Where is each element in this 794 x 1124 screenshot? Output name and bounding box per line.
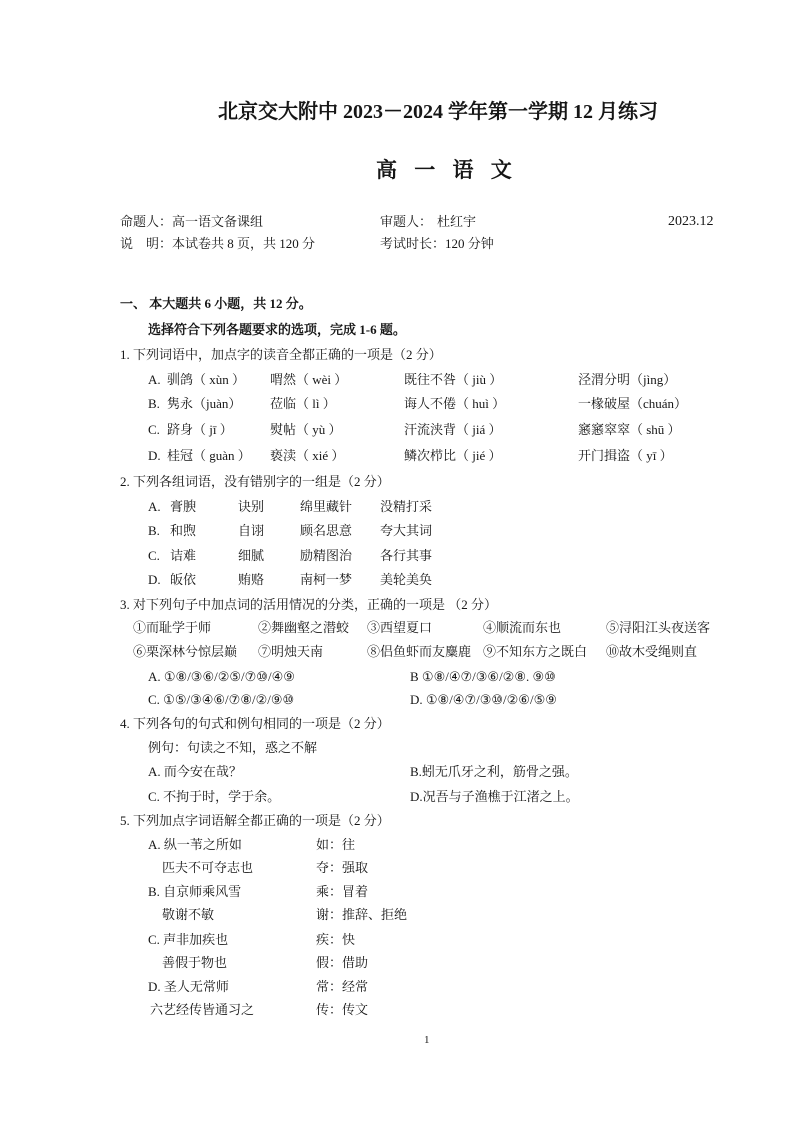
q5-gloss: 假：借助 — [316, 955, 369, 970]
subject-title: 高 一 语 文 — [376, 158, 518, 182]
reviewer-name: 杜红宇 — [437, 214, 477, 229]
word-item: 没精打采 — [380, 499, 433, 514]
q5-sentence: 匹夫不可夺志也 — [162, 860, 254, 875]
q5-gloss: 如：往 — [316, 837, 356, 852]
word-item: 亵渎（ xié ） — [270, 448, 345, 463]
option-label: A. — [148, 499, 161, 514]
q5-option-d-line-1 — [0, 979, 794, 995]
setter: 命题人：高一语文备课组 — [120, 214, 264, 229]
q5-sentence: 敬谢不敏 — [162, 907, 215, 922]
q5-stem: 5. 下列加点字词语解全都正确的一项是（2 分） — [120, 813, 390, 828]
word-item: 一椽破屋（chuán） — [578, 396, 688, 411]
exam-duration: 考试时长：120 分钟 — [380, 236, 494, 251]
word-item: 驯鸽（ xùn ） — [167, 372, 246, 387]
word-item: 膏腴 — [170, 499, 197, 514]
option-label: D. — [148, 448, 161, 463]
q5-option-b-line-1 — [0, 884, 794, 900]
word-item: 诲人不倦（ huì ） — [404, 396, 506, 411]
word-item: 美轮美奂 — [380, 572, 433, 587]
word-item: 隽永（juàn） — [167, 396, 242, 411]
sentence-item: ⑩故木受绳则直 — [606, 644, 698, 659]
q5-option-c-line-2 — [0, 955, 794, 971]
option-label: B. — [148, 523, 160, 538]
option-label: C. — [148, 548, 160, 563]
q5-sentence: C. 声非加疾也 — [148, 932, 229, 947]
word-item: 喟然（ wèi ） — [270, 372, 348, 387]
sentence-item: ⑥栗深林兮惊层巅 — [133, 644, 238, 659]
word-item: 励精图治 — [300, 548, 353, 563]
q5-option-c-line-1 — [0, 932, 794, 948]
section-instruction: 选择符合下列各题要求的选项，完成 1-6 题。 — [148, 322, 406, 337]
word-item: 熨帖（ yù ） — [270, 422, 342, 437]
word-item: 绵里藏针 — [300, 499, 353, 514]
q5-option-b-line-2 — [0, 907, 794, 923]
word-item: 鳞次栉比（ jié ） — [404, 448, 502, 463]
option-label: A. — [148, 372, 161, 387]
q3-stem: 3. 对下列句子中加点词的活用情况的分类，正确的一项是 （2 分） — [120, 597, 498, 612]
q5-sentence: 六艺经传皆通习之 — [150, 1002, 255, 1017]
q1-option-c — [0, 422, 794, 438]
q5-option-a-line-1 — [0, 837, 794, 853]
word-item: 跻身（ jī ） — [167, 422, 233, 437]
q2-stem: 2. 下列各组词语，没有错别字的一组是（2 分） — [120, 474, 390, 489]
q1-option-a — [0, 372, 794, 388]
word-item: 泾渭分明（jìng） — [578, 372, 677, 387]
sentence-item: ⑧侣鱼虾而友麋鹿 — [367, 644, 472, 659]
word-item: 南柯一梦 — [300, 572, 353, 587]
q4-options-row-1 — [0, 764, 794, 780]
word-item: 顾名思意 — [300, 523, 353, 538]
q1-stem: 1. 下列词语中，加点字的读音全都正确的一项是（2 分） — [120, 347, 442, 362]
word-item: 诘难 — [170, 548, 197, 563]
q5-option-d-line-2 — [0, 1002, 794, 1018]
meta-row-notes — [0, 236, 794, 252]
reviewer-label: 审题人： — [380, 214, 433, 229]
q5-sentence: D. 圣人无常师 — [148, 979, 229, 994]
q5-sentence: 善假于物也 — [162, 955, 228, 970]
sentence-item: ①而耻学于师 — [133, 620, 212, 635]
q3-options-row-1 — [0, 669, 794, 685]
q4-stem: 4. 下列各句的句式和例句相同的一项是（2 分） — [120, 716, 390, 731]
q4-option-a: A. 而今安在哉？ — [148, 764, 242, 779]
q4-options-row-2 — [0, 789, 794, 805]
option-label: B. — [148, 396, 160, 411]
q5-sentence: A. 纵一苇之所如 — [148, 837, 242, 852]
q5-gloss: 常：经常 — [316, 979, 369, 994]
exam-note: 说 明：本试卷共 8 页，共 120 分 — [120, 236, 316, 251]
word-item: 皈依 — [170, 572, 197, 587]
word-item: 和煦 — [170, 523, 197, 538]
sentence-item: ④顺流而东也 — [483, 620, 562, 635]
q4-option-d: D.况吾与子渔樵于江渚之上。 — [410, 789, 579, 804]
exam-date: 2023.12 — [668, 214, 714, 229]
sentence-item: ②舞幽壑之潜蛟 — [258, 620, 350, 635]
q5-option-a-line-2 — [0, 860, 794, 876]
sentence-item: ③西望夏口 — [367, 620, 433, 635]
q3-sentences-row-1 — [0, 620, 794, 636]
word-item: 既往不咎（ jiù ） — [404, 372, 503, 387]
q5-gloss: 传：传文 — [316, 1002, 369, 1017]
exam-title: 北京交大附中 2023－2024 学年第一学期 12 月练习 — [218, 101, 658, 123]
word-item: 贿赂 — [238, 572, 265, 587]
word-item: 开门揖盗（ yī ） — [578, 448, 673, 463]
page-number: 1 — [424, 1034, 430, 1046]
q3-option-a: A. ①⑧/③⑥/②⑤/⑦⑩/④⑨ — [148, 669, 295, 684]
word-item: 夸大其词 — [380, 523, 433, 538]
q2-option-b — [0, 523, 794, 539]
q5-gloss: 乘：冒着 — [316, 884, 369, 899]
q2-option-d — [0, 572, 794, 588]
word-item: 桂冠（ guàn ） — [167, 448, 251, 463]
sentence-item: ⑦明烛天南 — [258, 644, 324, 659]
word-item: 诀别 — [238, 499, 265, 514]
q5-gloss: 谢：推辞、拒绝 — [316, 907, 408, 922]
q3-option-c: C. ①⑤/③④⑥/⑦⑧/②/⑨⑩ — [148, 692, 295, 707]
meta-row-authors — [0, 214, 794, 230]
word-item: 自诩 — [238, 523, 265, 538]
q2-option-a — [0, 499, 794, 515]
q4-example: 例句：句读之不知，惑之不解 — [148, 740, 318, 755]
q3-options-row-2 — [0, 692, 794, 708]
option-label: D. — [148, 572, 161, 587]
option-label: C. — [148, 422, 160, 437]
q5-sentence: B. 自京师乘风雪 — [148, 884, 242, 899]
word-item: 汗流浃背（ jiá ） — [404, 422, 502, 437]
q5-gloss: 疾：快 — [316, 932, 356, 947]
word-item: 窸窸窣窣（ shū ） — [578, 422, 681, 437]
section-heading: 一、 本大题共 6 小题，共 12 分。 — [120, 296, 312, 311]
word-item: 莅临（ lì ） — [270, 396, 336, 411]
q4-option-b: B.蚓无爪牙之利，筋骨之强。 — [410, 764, 578, 779]
q3-option-d: D. ①⑧/④⑦/③⑩/②⑥/⑤⑨ — [410, 692, 557, 707]
q3-sentences-row-2 — [0, 644, 794, 660]
sentence-item: ⑤浔阳江头夜送客 — [606, 620, 711, 635]
q5-gloss: 夺：强取 — [316, 860, 369, 875]
q4-option-c: C. 不拘于时，学于余。 — [148, 789, 281, 804]
q3-option-b: B ①⑧/④⑦/③⑥/②⑧. ⑨⑩ — [410, 669, 556, 684]
q1-option-d — [0, 448, 794, 464]
q2-option-c — [0, 548, 794, 564]
q1-option-b — [0, 396, 794, 412]
word-item: 各行其事 — [380, 548, 433, 563]
sentence-item: ⑨不知东方之既白 — [483, 644, 588, 659]
word-item: 细腻 — [238, 548, 265, 563]
